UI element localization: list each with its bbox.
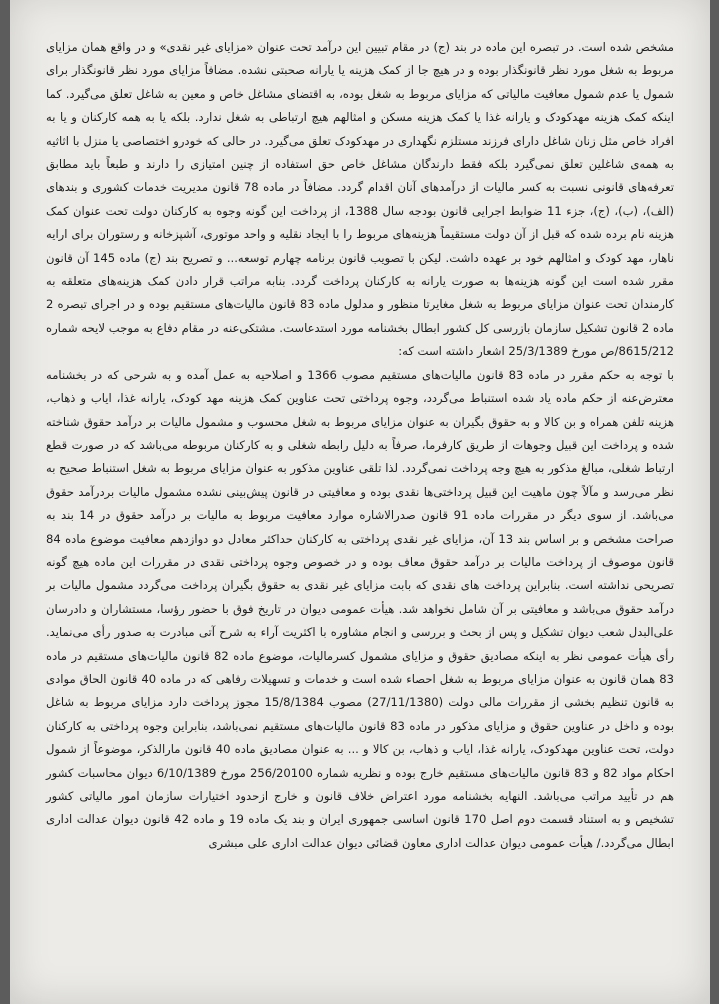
paragraph-2: با توجه به حکم مقرر در ماده 83 قانون مالیات‌های مستقیم مصوب 1366 و اصلاحیه به عمل آمده و به شرحی که در بخشنامه معترض‌عنه از حکم ماده یاد شده استنباط می‌گردد، وجوه پرداختی تحت عناوین کمک هزینه مهد کودک، یارانه غذا، ایاب و ذهاب، هزینه تلفن همراه و بن کالا و به حقوق بگیران به عنوان مزایای مربوط به شغل محسوب و مشمول مالیات بر درآمد حقوق شناخته شده و پرداخت این قبیل وجوهات از طریق کارفرما، صرفاً به دلیل رابطه شغلی و به کارکنان مربوطه می‌باشد که در صورت قطع ارتباط شغلی، مبالغ مذکور به هیچ وجه پرداخت نمی‌گردد. لذا تلقی عناوین مذکور به عنوان مزایای مربوط به شغل استنباط صحیح به نظر می‌رسد و مآلاً چون ماهیت این قبیل پرداختی‌ها نقدی بوده و معافیتی در قانون پیش‌بینی نشده مشمول مالیات بردرآمد حقوق می‌باشد. از سوی دیگر در مقررات ماده 91 قانون صدرالاشاره موارد معافیت مربوط به مالیات بر درآمد حقوق در 14 بند به صراحت مشخص و بر اساس بند 13 آن، مزایای غیر نقدی پرداختی به کارکنان حداکثر معادل دو دوازدهم معافیت موضوع ماده 84 قانون موصوف از پرداخت مالیات بر درآمد حقوق معاف بوده و در خصوص وجوه پرداختی نقدی در مقررات این ماده هیچ گونه تصریحی نداشته است. بنابراین پرداخت های نقدی که بابت مزایای غیر نقدی به حقوق بگیران پرداخت می‌گردد مشمول مالیات بر درآمد حقوق می‌باشد و معافیتی بر آن شامل نخواهد شد. هیأت عمومی دیوان در تاریخ فوق با حضور رؤسا، مستشاران و دادرسان علی‌البدل شعب دیوان تشکیل و پس از بحث و بررسی و انجام مشاوره با اکثریت آراء به شرح آتی مبادرت به صدور رأی می‌نماید. رأی هیأت عمومی نظر به اینکه مصادیق حقوق و مزایای مشمول کسرمالیات، موضوع ماده 82 قانون مالیات‌های مستقیم در ماده 83 همان قانون به عنوان مزایای مربوط به شغل احصاء شده است و خدمات و تسهیلات رفاهی که در ماده 40 قانون الحاق موادی به قانون تنظیم بخشی از مقررات مالی دولت (27/11/1380) مصوب 15/8/1384 مجوز پرداخت دارد مزایای مربوط به شاغل بوده و داخل در عناوین حقوق و مزایای مذکور در ماده 83 قانون مالیات‌های مستقیم نمی‌باشد، بنابراین وجوه پرداختی به کارکنان دولت، تحت عناوین مهدکودک، یارانه غذا، ایاب و ذهاب، بن کالا و ... به عنوان مصادیق ماده 40 قانون مارالذکر، موضوعاً از شمول احکام مواد 82 و 83 قانون مالیات‌های مستقیم خارج بوده و نظریه شماره 256/20100 مورخ 6/10/1389 دیوان محاسبات کشور هم در تأیید مراتب می‌باشد. النهایه بخشنامه مورد اعتراض خلاف قانون و خارج ازحدود اختیارات سازمان امور مالیاتی کشور تشخیص و به استناد قسمت دوم اصل 170 قانون اساسی جمهوری ایران و بند یک ماده 19 و ماده 42 قانون دیوان عدالت اداری ابطال می‌گردد./ هیأت عمومی دیوان عدالت اداری معاون قضائی دیوان عدالت اداری علی مبشری: [46, 367, 675, 850]
document-body: [46, 36, 674, 855]
paragraph-1: مشخص شده است. در تبصره این ماده در بند (ج) در مقام تبیین این درآمد تحت عنوان «مزایای غیر نقدی» و در واقع همان مزایای مربوط به شغل مورد نظر قانونگذار بوده و در هیچ جا از کمک هزینه یا یارانه صحبتی نشده. مضافاً مزایای مورد نظر قانونگذار برای شمول یا عدم شمول معافیت مالیاتی که مزایای مربوط به شغل بوده، به اقتضای مشاغل خاص و معین به شاغل تعلق می‌گیرد. کما اینکه کمک هزینه مهدکودک و یارانه غذا یا کمک هزینه مسکن و امثالهم هیچ ارتباطی به شغل ندارد. بلکه یا به همه کارکنان و یا به افراد خاص مثل زنان شاغل دارای فرزند مستلزم نگهداری در مهدکودک تعلق می‌گیرد. در حالی که خودرو اختصاصی یا منزل با اثاثیه به همه‌ی شاغلین تعلق نمی‌گیرد بلکه فقط دارندگان مشاغل خاص حق استفاده از چنین امتیازی را دارند و طبعاً باید مطابق تعرفه‌های قانونی نسبت به کسر مالیات از درآمدهای آنان اقدام گردد. مضافاً در ماده 78 قانون مدیریت خدمات کشوری و بندهای (الف)، (ب)، (ج)، جزء 11 ضوابط اجرایی قانون بودجه سال 1388، از پرداخت این گونه وجوه به کارکنان دولت تحت عنوان کمک هزینه نام برده شده که قبل از آن دولت مستقیماً هزینه‌های مربوط را با ایجاد نقلیه و واحد موتوری، آشپزخانه و رستوران برای ارایه ناهار، مهد کودک و امثالهم خود بر عهده داشت. لیکن با تصویب قانون برنامه چهارم توسعه... و تصریح بند (ج) ماده 145 آن قانون مقرر شده است این گونه هزینه‌ها به صورت یارانه به کارکنان پرداخت گردد. بنابه مراتب قرار دادن کمک هزینه‌های متعلقه به کارمندان تحت عنوان مزایای مربوط به شغل مغایرتا منظور و مدلول ماده 83 قانون مالیات‌های مستقیم بوده و در اجرای تبصره 2 ماده 2 قانون تشکیل سازمان بازرسی کل کشور ابطال بخشنامه مورد استدعاست. مشتکی‌عنه در مقام دفاع به موجب لایحه شماره 8615/212/ص مورخ 25/3/1389 اشعار داشته است که:: [46, 40, 675, 359]
document-page: [10, 0, 710, 1004]
